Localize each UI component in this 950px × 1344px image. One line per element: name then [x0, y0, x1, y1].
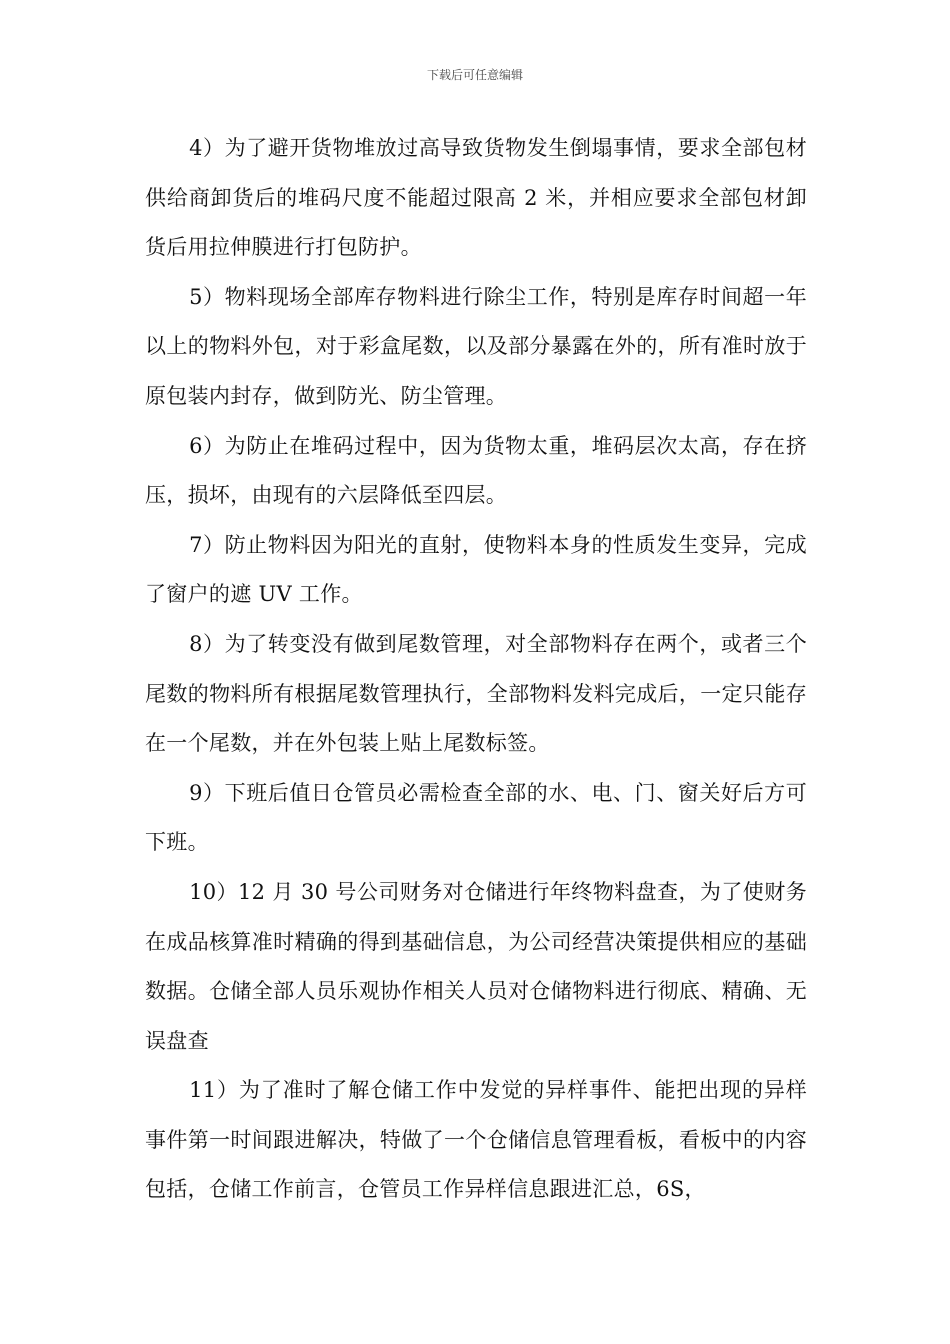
paragraph-item-5: 5）物料现场全部库存物料进行除尘工作，特别是库存时间超一年以上的物料外包，对于彩盒尾数，以及部分暴露在外的，所有准时放于原包装内封存，做到防光、防尘管理。 [145, 284, 807, 408]
paragraph-item-9: 9）下班后值日仓管员必需检查全部的水、电、门、窗关好后方可下班。 [145, 780, 807, 855]
paragraph-item-7: 7）防止物料因为阳光的直射，使物料本身的性质发生变异，完成了窗户的遮 UV 工作。 [145, 532, 807, 607]
paragraph-item-6: 6）为防止在堆码过程中，因为货物太重，堆码层次太高，存在挤压，损坏，由现有的六层降低至四层。 [145, 433, 807, 508]
page-header: 下载后可任意编辑 [426, 68, 523, 82]
document-body [145, 124, 807, 1215]
paragraph-item-8: 8）为了转变没有做到尾数管理，对全部物料存在两个，或者三个尾数的物料所有根据尾数管理执行，全部物料发料完成后，一定只能存在一个尾数，并在外包装上贴上尾数标签。 [145, 631, 807, 756]
paragraph-item-10: 10）12 月 30 号公司财务对仓储进行年终物料盘查，为了使财务在成品核算准时精确的得到基础信息，为公司经营决策提供相应的基础数据。仓储全部人员乐观协作相关人员对仓储物料进行彻底、精确、无误盘查 [145, 879, 807, 1053]
paragraph-item-4: 4）为了避开货物堆放过高导致货物发生倒塌事情，要求全部包材供给商卸货后的堆码尺度不能超过限高 2 米，并相应要求全部包材卸货后用拉伸膜进行打包防护。 [145, 136, 807, 260]
paragraph-item-11: 11）为了准时了解仓储工作中发觉的异样事件、能把出现的异样事件第一时间跟进解决，特做了一个仓储信息管理看板，看板中的内容包括，仓储工作前言，仓管员工作异样信息跟进汇总，6S， [145, 1078, 807, 1202]
